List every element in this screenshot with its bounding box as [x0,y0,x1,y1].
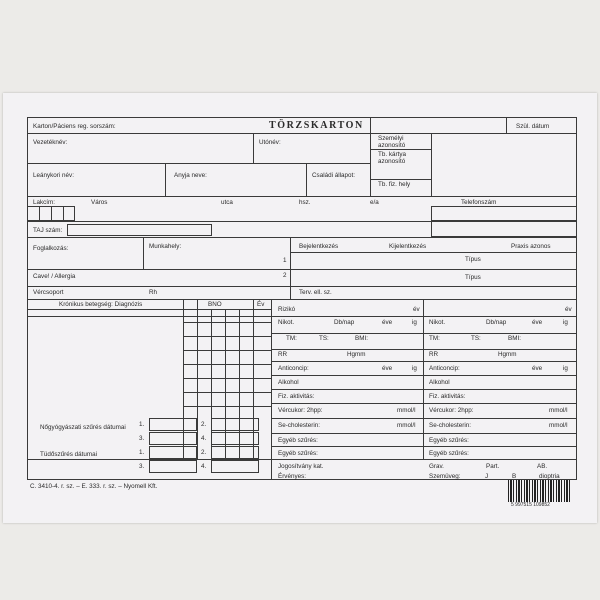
munkahely-label: Munkahely: [149,243,182,250]
anticoncip-left: Anticoncip: [278,365,309,372]
alkohol-right: Alkohol [429,379,450,386]
szul-datum-label: Szül. dátum [516,123,550,130]
row-line [290,252,577,253]
tm-right: TM: [429,335,440,342]
ig2-left: ig [412,365,417,372]
sechol-right: Se-cholesterin: [429,422,471,429]
tb-fiz-label: Tb. fiz. hely [378,181,411,188]
taj-label: TAJ szám: [33,227,63,234]
risk-row-line [271,361,577,362]
col-line [370,117,371,196]
ig-left: ig [412,319,417,326]
vezeteknev-label: Vezetéknév: [33,139,68,146]
n2a: 2. [201,421,207,428]
nikot-left: Nikot. [278,319,295,326]
form-code: C. 3410-4. r. sz. – E. 333. r. sz. – Nyomell Kft. [30,483,158,490]
form-sheet [3,93,597,523]
col-line [290,237,291,299]
rr-left: RR [278,351,288,358]
leanykori-label: Leánykori név: [33,172,74,179]
nogyogy-date-box-3[interactable] [149,432,197,445]
row-line [27,133,577,134]
csaladi-label: Családi állapot: [312,172,356,179]
vercsoport-label: Vércsoport [33,289,64,296]
risk-row-line [271,349,577,350]
nogyogy-label: Nőgyógyászati szűrés dátumai [40,424,126,431]
eve-left: éve [382,319,393,326]
nogyogy-date-box-4[interactable] [211,432,259,445]
tudo-date-box-3[interactable] [149,460,197,473]
sechol-left: Se-cholesterin: [278,422,320,429]
n3b: 3. [139,463,145,470]
risk-row-line [271,418,577,419]
grav-right: Grav. [429,463,444,470]
ev-top-left: év [413,306,420,313]
nogyogy-date-box-2[interactable] [211,418,259,431]
risk-row-line [271,433,577,434]
bmi-left: BMI: [355,335,368,342]
j-right: J [485,473,489,480]
row-line [27,163,370,164]
page-title: TÖRZSKARTON [269,120,364,131]
ev-top-right: év [565,306,572,313]
egyeb1-left: Egyéb szűrés: [278,437,318,444]
postcode-divider [39,206,40,221]
egyeb2-left: Egyéb szűrés: [278,450,318,457]
alkohol-left: Alkohol [278,379,299,386]
row-line [27,316,577,317]
risk-row-line [271,446,577,447]
nikot-right: Nikot. [429,319,446,326]
fiz-left: Fiz. aktivitás: [278,393,315,400]
foglalkozas-label: Foglalkozás: [33,245,69,252]
lakcim-label: Lakcím: [33,199,56,206]
col-line [165,163,166,196]
n1a: 1. [139,421,145,428]
fiz-right: Fiz. aktivitás: [429,393,466,400]
szemuveg-right: Szemüveg: [429,473,461,480]
jogositvany-left: Jogosítvány kat. [278,463,324,470]
eve2-right: éve [532,365,543,372]
row-line [370,149,431,150]
tm-left: TM: [286,335,297,342]
ts-left: TS: [319,335,329,342]
ig-right: ig [563,319,568,326]
dbnap-right: Db/nap [486,319,507,326]
bmi-right: BMI: [508,335,521,342]
b-right: B [512,473,517,480]
tudo-date-box-4[interactable] [211,460,259,473]
barcode-graphic [508,480,572,502]
phone-boxes-2[interactable] [431,221,577,237]
row-line [27,269,577,270]
row-line [27,286,577,287]
row-line [27,459,577,460]
grid-line [183,350,271,351]
szemelyi-label: Személyi azonosító [378,135,406,149]
row-number-1: 1 [283,257,287,264]
rr-right: RR [429,351,439,358]
karton-label: Karton/Páciens reg. sorszám: [33,123,116,130]
cave-label: Cave! / Allergia [33,273,76,280]
grid-line [183,336,271,337]
grid-line [27,309,271,310]
kijelentkezes-label: Kijelentkezés [389,243,427,250]
dioptria-right: dioptria [539,473,560,480]
taj-boxes[interactable] [67,224,212,236]
telefon-label: Telefonszám [461,199,497,206]
tudo-date-box-2[interactable] [211,446,259,459]
grid-line [183,364,271,365]
terv-ell-label: Terv. ell. sz. [299,289,332,296]
vercukor-right: Vércukor: 2hpp: [429,407,474,414]
col-line [423,299,424,459]
egyeb2-right: Egyéb szűrés: [429,450,469,457]
risk-row-line [271,375,577,376]
rh-label: Rh [149,289,158,296]
col-line [253,133,254,163]
tb-kartya-label: Tb. kártya azonosító [378,151,406,165]
col-line [143,237,144,269]
rizika-label: Rizikó [278,306,296,313]
row-line [27,196,577,197]
ts-right: TS: [471,335,481,342]
utca-label: utca [221,199,233,206]
n1b: 1. [139,449,145,456]
tudo-label: Tüdőszűrés dátumai [40,451,98,458]
grid-line [183,392,271,393]
bejelentkezes-label: Bejelentkezés [299,243,339,250]
utonev-label: Utónév: [259,139,281,146]
vercukor-left: Vércukor: 2hpp: [278,407,323,414]
row-line [27,237,577,238]
part-right: Part. [486,463,500,470]
mmol2-left: mmol/l [397,422,416,429]
row-line [370,179,431,180]
row-number-2: 2 [283,272,287,279]
mmol2-right: mmol/l [549,422,568,429]
varos-label: Város [91,199,108,206]
nogyogy-date-box-1[interactable] [149,418,197,431]
row-line [27,299,577,300]
mmol1-left: mmol/l [397,407,416,414]
n4b: 4. [201,463,207,470]
grid-line [183,322,271,323]
ev-label: Év [257,301,265,308]
phone-boxes[interactable] [431,206,577,221]
anyja-label: Anyja neve: [174,172,207,179]
hgmm-left: Hgmm [347,351,366,358]
ervenyes-left: Érvényes: [278,473,306,480]
ig2-right: ig [563,365,568,372]
ea-label: e/a [370,199,379,206]
risk-row-line [271,333,577,334]
tipus-label-1: Típus [465,256,481,263]
n4a: 4. [201,435,207,442]
risk-row-line [271,403,577,404]
grid-line [197,299,198,459]
bno-label: BNO [208,301,222,308]
dbnap-left: Db/nap [334,319,355,326]
postcode-divider [63,206,64,221]
chronic-title: Krónikus betegség: Diagnózis [59,301,143,308]
barcode-number: 5 997515 109852 [511,502,550,508]
tipus-label-2: Típus [465,274,481,281]
n2b: 2. [201,449,207,456]
egyeb1-right: Egyéb szűrés: [429,437,469,444]
col-line [506,117,507,133]
hgmm-right: Hgmm [498,351,517,358]
risk-row-line [271,389,577,390]
col-line [306,163,307,196]
col-line [431,133,432,196]
eve-right: éve [532,319,543,326]
hsz-label: hsz. [299,199,311,206]
mmol1-right: mmol/l [549,407,568,414]
tudo-date-box-1[interactable] [149,446,197,459]
anticoncip-right: Anticoncip: [429,365,460,372]
postcode-divider [51,206,52,221]
n3a: 3. [139,435,145,442]
grid-line [183,378,271,379]
eve2-left: éve [382,365,393,372]
praxis-label: Praxis azonos [511,243,551,250]
grid-line [183,406,271,407]
ab-right: AB. [537,463,548,470]
